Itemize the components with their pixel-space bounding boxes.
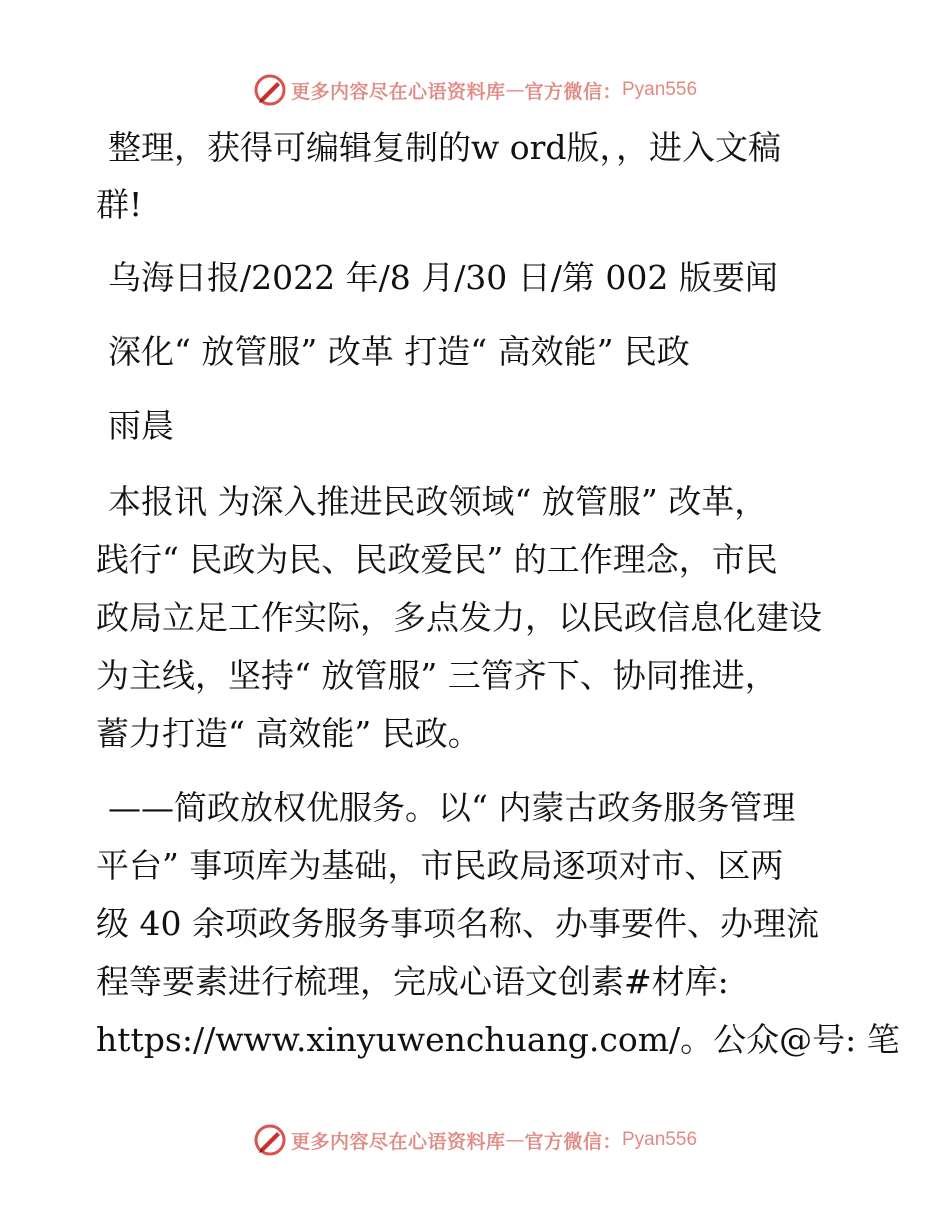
article-author: 雨晨 — [108, 406, 174, 445]
footer-watermark — [0, 1120, 950, 1160]
paragraph-line: 平台” 事项库为基础，市民政局逐项对市、区两 — [96, 846, 784, 885]
paragraph-line: 程等要素进行梳理，完成心语文创素#材库: — [96, 962, 729, 1001]
paragraph-line: ——简政放权优服务。以“ 内蒙古政务服务管理 — [108, 788, 796, 827]
paragraph-line: 群! — [96, 185, 143, 224]
watermark-account: Pyan556 — [622, 79, 698, 100]
paragraph-line: 政局立足工作实际，多点发力，以民政信息化建设 — [96, 598, 822, 637]
source-line: 乌海日报/2022 年/8 月/30 日/第 002 版要闻 — [108, 258, 778, 297]
pen-logo-icon — [253, 1123, 287, 1157]
watermark-account: Pyan556 — [622, 1129, 698, 1150]
watermark-separator: — — [505, 1129, 525, 1151]
paragraph-line: 本报讯 为深入推进民政领域“ 放管服” 改革， — [108, 482, 768, 521]
paragraph-line: https://www.xinyuwenchuang.com/。公众@号: 笔 — [96, 1020, 900, 1059]
paragraph-line: 践行“ 民政为民、民政爱民” 的工作理念，市民 — [96, 540, 778, 579]
paragraph-line: 级 40 余项政务服务事项名称、办事要件、办理流 — [96, 904, 819, 943]
paragraph-line: 为主线，坚持“ 放管服” 三管齐下、协同推进， — [96, 656, 778, 695]
watermark-label: 官方微信： — [524, 1130, 622, 1153]
watermark-label: 官方微信： — [524, 80, 622, 103]
watermark-text: 更多内容尽在心语资料库 — [290, 1130, 506, 1153]
watermark-text: 更多内容尽在心语资料库 — [290, 80, 506, 103]
paragraph-line: 整理，获得可编辑复制的w ord版，，进入文稿 — [108, 128, 782, 167]
header-watermark — [0, 70, 950, 110]
article-title: 深化“ 放管服” 改革 打造“ 高效能” 民政 — [108, 332, 690, 371]
watermark-separator: — — [505, 79, 525, 101]
pen-logo-icon — [253, 73, 287, 107]
paragraph-line: 蓄力打造“ 高效能” 民政。 — [96, 714, 481, 753]
